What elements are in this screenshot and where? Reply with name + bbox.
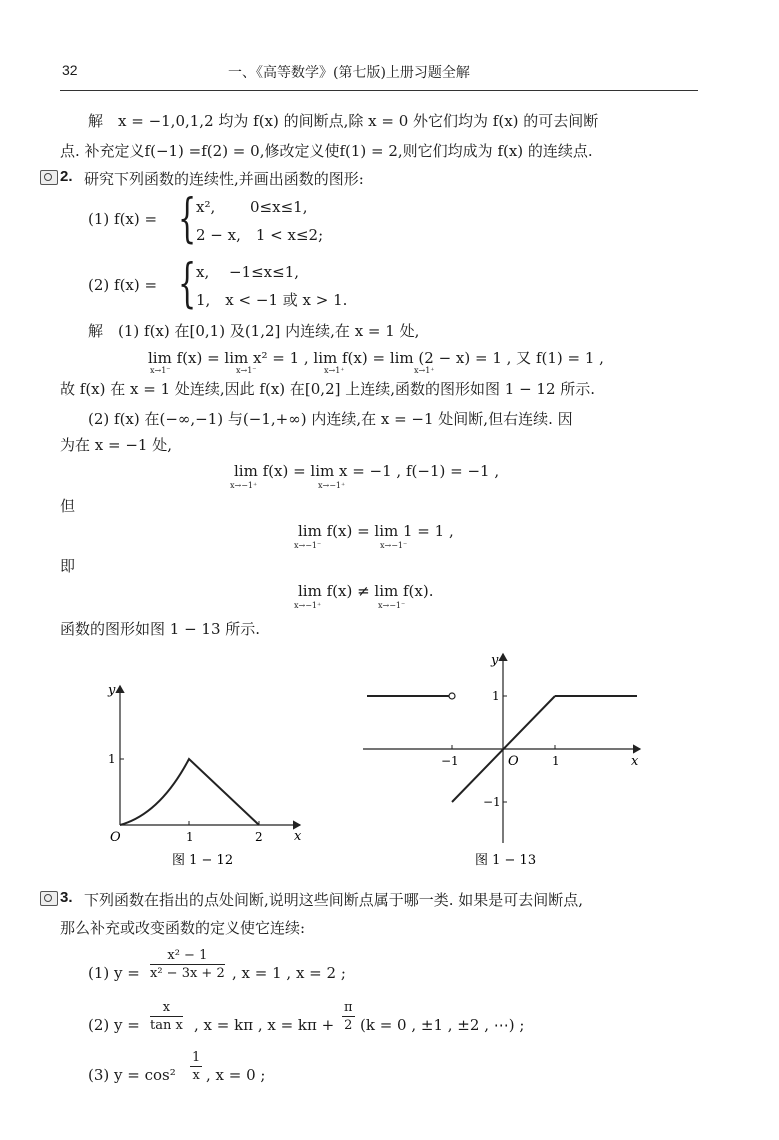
tick-label: −1	[441, 754, 459, 768]
fraction	[190, 1050, 202, 1083]
y-label: y	[491, 653, 499, 668]
denominator: x² − 3x + 2	[150, 966, 225, 981]
problem-2-number: 2.	[60, 168, 73, 185]
page-number: 32	[62, 62, 78, 78]
p2-part1-case2: 2 − x, 1 < x≤2;	[196, 226, 324, 244]
denominator: tan x	[150, 1018, 183, 1033]
x-label: x	[631, 754, 639, 769]
fraction	[150, 1000, 183, 1033]
figure-1-12	[100, 678, 310, 878]
problem-3-number: 3.	[60, 889, 73, 906]
fraction	[150, 948, 225, 981]
solution-1-line-1: 解 (1) f(x) 在[0,1) 及(1,2] 内连续,在 x = 1 处,	[88, 322, 420, 340]
problem-3-text-line-2: 那么补充或改变函数的定义使它连续:	[60, 919, 306, 937]
p3-part2-tail: (k = 0 , ±1 , ±2 , ⋯) ;	[360, 1016, 525, 1034]
open-endpoint	[449, 693, 455, 699]
p3-part2-mid: , x = kπ , x = kπ +	[194, 1016, 335, 1034]
limit-subscript: x→−1⁻	[294, 541, 322, 550]
tick-label: 2	[255, 830, 263, 844]
solution-2-line-1: (2) f(x) 在(−∞,−1) 与(−1,+∞) 内连续,在 x = −1 处间断,但右连续. 因	[88, 410, 573, 428]
p3-part3-label: (3) y = cos²	[88, 1066, 176, 1084]
numerator: x² − 1	[150, 948, 225, 965]
search-icon	[40, 170, 58, 185]
limit-subscript: x→−1⁺	[230, 481, 258, 490]
p2-part2-case1: x, −1≤x≤1,	[196, 263, 300, 281]
graph-reference: 函数的图形如图 1 − 13 所示.	[60, 620, 261, 638]
limit-subscript: x→−1⁻	[380, 541, 408, 550]
numerator: x	[150, 1000, 183, 1017]
equation-2: lim f(x) = lim 1 = 1 ,	[298, 522, 454, 540]
origin-label: O	[508, 754, 519, 769]
solution-1-line-3: 故 f(x) 在 x = 1 处连续,因此 f(x) 在[0,2] 上连续,函数的图形如图 1 − 12 所示.	[60, 380, 596, 398]
ie-word: 即	[60, 557, 76, 575]
limit-subscript: x→1⁻	[150, 366, 171, 375]
p2-part1-case1: x², 0≤x≤1,	[196, 198, 308, 216]
tick-label: 1	[108, 752, 116, 766]
limit-subscript: x→1⁺	[324, 366, 345, 375]
tick-label: −1	[483, 795, 501, 809]
numerator: π	[344, 1000, 353, 1015]
solution-2-line-2: 为在 x = −1 处,	[60, 436, 172, 454]
numerator: 1	[192, 1050, 201, 1065]
function-curve	[120, 759, 259, 825]
p3-part1-tail: , x = 1 , x = 2 ;	[232, 964, 346, 982]
p3-part1-label: (1) y =	[88, 964, 140, 982]
limit-subscript: x→1⁺	[414, 366, 435, 375]
tick-label: 1	[186, 830, 194, 844]
problem-2-text: 研究下列函数的连续性,并画出函数的图形:	[84, 170, 364, 188]
figure-1-13	[355, 648, 655, 876]
figure-caption: 图 1 − 13	[475, 853, 537, 868]
but-word: 但	[60, 497, 76, 515]
header-rule	[60, 90, 698, 91]
equation-1: lim f(x) = lim x = −1 , f(−1) = −1 ,	[234, 462, 500, 480]
denominator: x	[192, 1068, 200, 1083]
p2-part1-label: (1) f(x) =	[88, 210, 158, 228]
p2-part2-label: (2) f(x) =	[88, 276, 158, 294]
figure-caption: 图 1 − 12	[172, 853, 234, 868]
intro-line-2: 点. 补充定义f(−1) =f(2) = 0,修改定义使f(1) = 2,则它们均成为 f(x) 的连续点.	[60, 142, 593, 160]
limit-subscript: x→−1⁺	[318, 481, 346, 490]
limit-subscript: x→−1⁺	[294, 601, 322, 610]
fraction	[342, 1000, 355, 1033]
left-brace: {	[178, 189, 197, 249]
denominator: 2	[344, 1018, 353, 1033]
y-label: y	[108, 683, 116, 698]
tick-label: 1	[552, 754, 560, 768]
intro-line-1: 解 x = −1,0,1,2 均为 f(x) 的间断点,除 x = 0 外它们均为 f(x) 的可去间断	[88, 112, 599, 130]
p3-part3-tail: , x = 0 ;	[206, 1066, 266, 1084]
tick-label: 1	[492, 689, 500, 703]
limit-subscript: x→1⁻	[236, 366, 257, 375]
x-label: x	[294, 829, 302, 844]
limit-subscript: x→−1⁻	[378, 601, 406, 610]
solution-1-limits: lim f(x) = lim x² = 1 , lim f(x) = lim (2 − x) = 1 , 又 f(1) = 1 ,	[148, 349, 604, 367]
running-title: 一、《高等数学》(第七版)上册习题全解	[228, 65, 470, 81]
p2-part2-case2: 1, x < −1 或 x > 1.	[196, 291, 348, 309]
p3-part2-label: (2) y =	[88, 1016, 140, 1034]
equation-3: lim f(x) ≠ lim f(x).	[298, 582, 434, 600]
origin-label: O	[110, 830, 121, 845]
left-brace: {	[178, 254, 197, 314]
search-icon	[40, 891, 58, 906]
problem-3-text-line-1: 下列函数在指出的点处间断,说明这些间断点属于哪一类. 如果是可去间断点,	[84, 891, 584, 909]
